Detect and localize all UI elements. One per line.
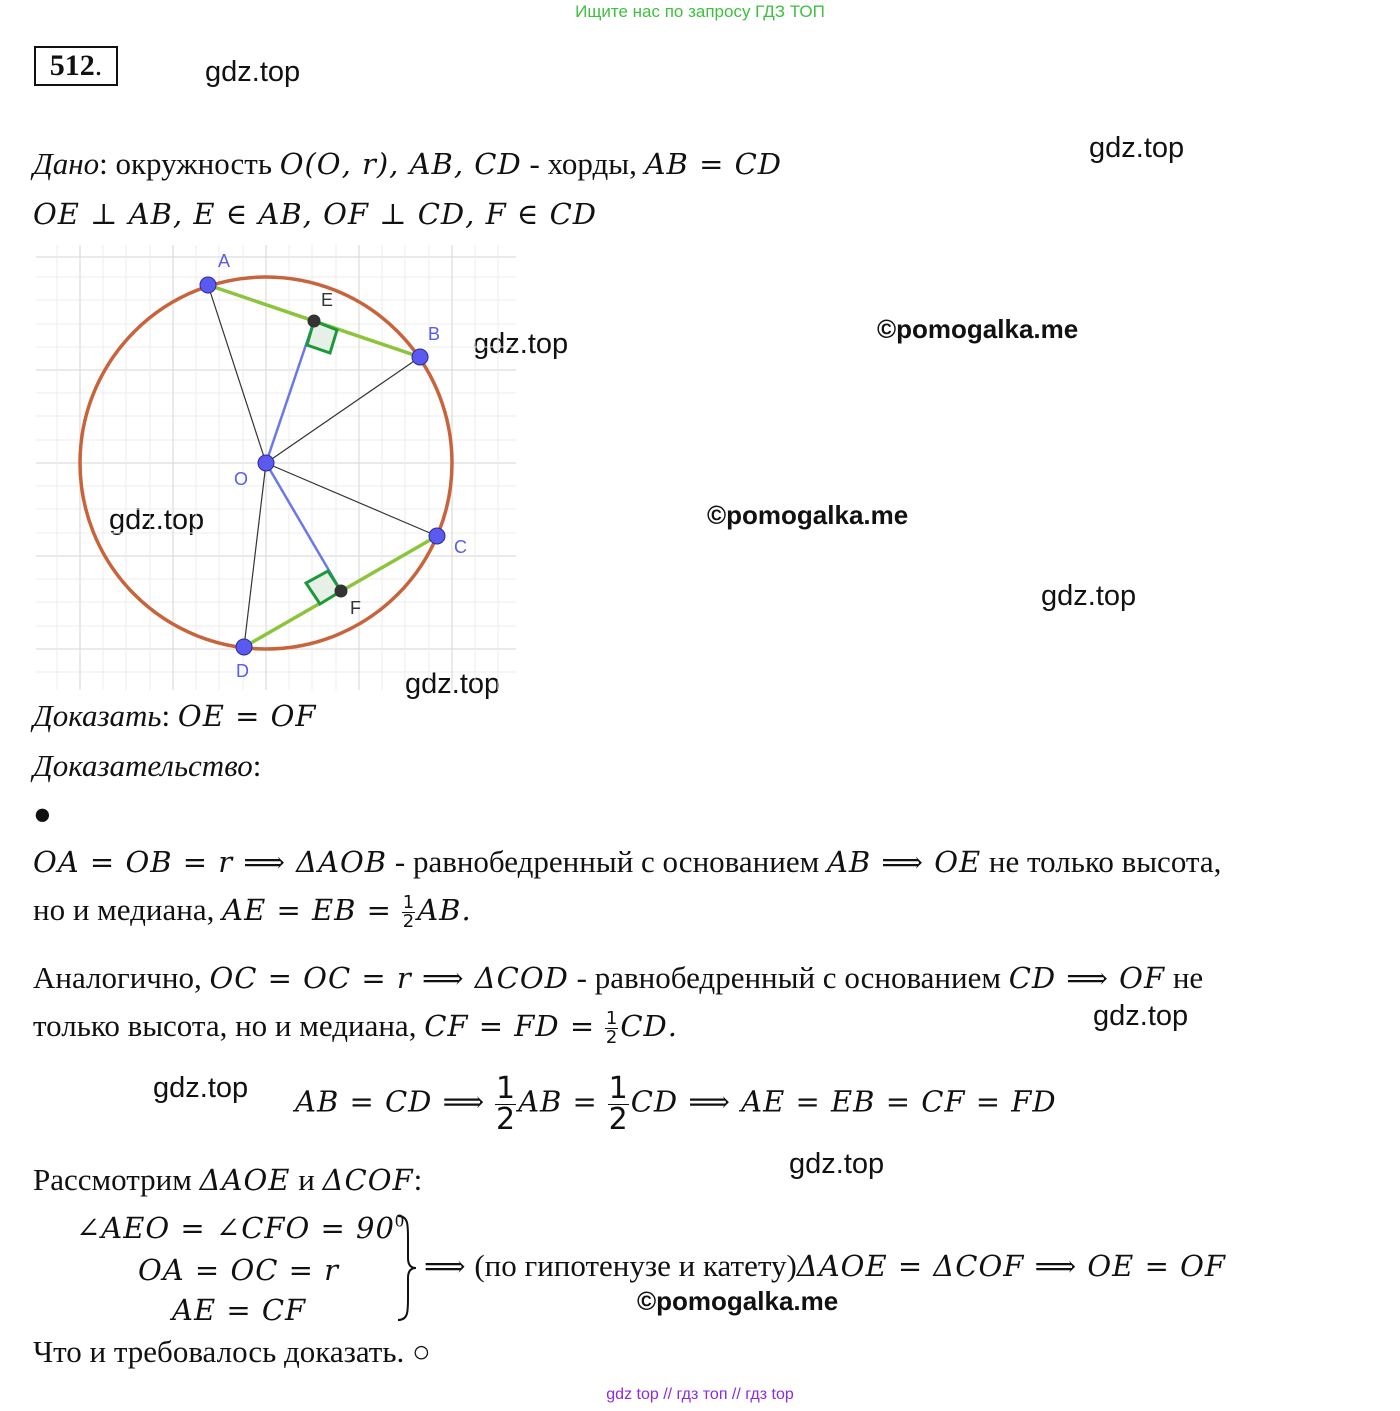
- degree-superscript: 0: [394, 1210, 404, 1231]
- given-text: окружность: [115, 146, 272, 181]
- system-math: 𝐴𝐸 = 𝐶𝐹: [172, 1293, 307, 1327]
- right-brace: [396, 1214, 418, 1322]
- segment-oc: [266, 463, 437, 536]
- proof-math: 𝐴𝐵 ⟹ 𝑂𝐸: [826, 845, 982, 879]
- equation-centered: [295, 1071, 1057, 1137]
- label-e: E: [321, 290, 334, 310]
- label-a: A: [218, 251, 231, 271]
- footer-links[interactable]: gdz top // гдз топ // гдз top: [606, 1386, 794, 1403]
- top-banner: Ищите нас по запросу ГДЗ ТОП: [575, 2, 825, 21]
- segment-od: [244, 463, 266, 647]
- watermark-gdz: gdz.top: [153, 1072, 249, 1104]
- watermark-gdz: gdz.top: [1089, 132, 1185, 164]
- equation-part: 𝐴𝐵 =: [518, 1084, 598, 1119]
- fraction-denominator: 2: [605, 1027, 618, 1049]
- proof-text: только высота, но и медиана,: [33, 1008, 417, 1043]
- consider-math: Δ𝐶𝑂𝐹: [322, 1163, 414, 1197]
- system-line-1: [76, 1210, 404, 1246]
- task-number: [34, 46, 118, 86]
- watermark-gdz: gdz.top: [205, 56, 301, 88]
- conclusion-math: Δ𝐴𝑂𝐸 = Δ𝐶𝑂𝐹 ⟹ 𝑂𝐸 = 𝑂𝐹: [796, 1249, 1226, 1283]
- fraction-denominator: 2: [608, 1102, 628, 1137]
- given-text: - хорды,: [529, 146, 637, 181]
- proof-line-1: [33, 844, 1221, 880]
- proof-line-2: [33, 892, 472, 931]
- watermark-pomogalka: ©pomogalka.me: [637, 1286, 839, 1316]
- consider-text: Рассмотрим: [33, 1162, 192, 1197]
- watermark-pomogalka: ©pomogalka.me: [707, 500, 909, 530]
- fraction-half: [402, 894, 415, 931]
- label-d: D: [236, 661, 249, 681]
- proof-math: 𝐶𝐷 ⟹ 𝑂𝐹: [1008, 961, 1166, 995]
- point-c: [429, 528, 445, 544]
- label-c: C: [454, 537, 467, 557]
- segment-oa: [208, 285, 266, 463]
- proof-line-4: [33, 1008, 678, 1047]
- fraction-half: [495, 1071, 516, 1137]
- given-math: 𝐴𝐵 = 𝐶𝐷: [644, 147, 783, 181]
- system-line-3: [172, 1292, 306, 1328]
- given-math: 𝑂𝐸 ⊥ 𝐴𝐵, 𝐸 ∈ 𝐴𝐵, 𝑂𝐹 ⊥ 𝐶𝐷, 𝐹 ∈ 𝐶𝐷: [33, 197, 598, 231]
- point-d: [236, 639, 252, 655]
- point-b: [412, 349, 428, 365]
- given-math: 𝑂(𝑂, 𝑟), 𝐴𝐵, 𝐶𝐷: [279, 147, 522, 181]
- proof-text: не только высота,: [988, 844, 1222, 879]
- watermark-gdz: gdz.top: [789, 1148, 885, 1180]
- fraction-numerator: 1: [608, 1071, 628, 1106]
- fraction-half: [608, 1071, 629, 1137]
- watermark-gdz: gdz.top: [473, 328, 569, 360]
- point-f: [335, 585, 348, 598]
- prove-label: Доказать: [33, 698, 162, 733]
- label-b: B: [428, 324, 441, 344]
- equation-part: 𝐶𝐷 ⟹ 𝐴𝐸 = 𝐸𝐵 = 𝐶𝐹 = 𝐹𝐷: [630, 1084, 1057, 1119]
- proof-text: не: [1172, 960, 1204, 995]
- proof-math: 𝐶𝐹 = 𝐹𝐷 =: [424, 1009, 596, 1043]
- fraction-denominator: 2: [402, 911, 415, 933]
- brace-path: [398, 1216, 416, 1320]
- geometry-figure: [36, 245, 518, 690]
- consider-math: Δ𝐴𝑂𝐸: [199, 1163, 291, 1197]
- given-label: Дано: [33, 146, 100, 181]
- system-math: ∠𝐴𝐸𝑂 = ∠𝐶𝐹𝑂 = 90: [76, 1211, 395, 1245]
- given-line-1: Дано: окружность 𝑂(𝑂, 𝑟), 𝐴𝐵, 𝐶𝐷 - хорды, 𝐴𝐵 = 𝐶𝐷: [33, 146, 783, 181]
- proof-bullet: ●: [33, 796, 52, 831]
- label-o: O: [234, 469, 249, 489]
- point-a: [200, 277, 216, 293]
- conclusion-arrow: ⟹: [424, 1249, 467, 1283]
- given-line-2: [33, 196, 597, 232]
- system-line-2: [138, 1252, 339, 1288]
- proof-label: Доказательство: [33, 748, 253, 783]
- point-e: [308, 315, 321, 328]
- fraction-numerator: 1: [402, 892, 415, 914]
- equation-part: 𝐴𝐵 = 𝐶𝐷 ⟹: [295, 1084, 486, 1119]
- proof-math: 𝐴𝐸 = 𝐸𝐵 =: [222, 893, 392, 927]
- fraction-denominator: 2: [495, 1102, 516, 1137]
- conclusion-text: (по гипотенузе и катету): [474, 1248, 797, 1283]
- fraction-half: [605, 1010, 618, 1047]
- proof-text: - равнобедренный с основанием: [576, 960, 1001, 995]
- fraction-numerator: 1: [495, 1071, 516, 1106]
- proof-math: 𝑂𝐴 = 𝑂𝐵 = 𝑟 ⟹ Δ𝐴𝑂𝐵: [33, 845, 388, 879]
- point-o: [258, 455, 274, 471]
- task-number-value: 512: [49, 49, 95, 82]
- consider-colon: :: [413, 1162, 423, 1197]
- watermark-pomogalka: ©pomogalka.me: [877, 314, 1079, 344]
- prove-math: 𝑂𝐸 = 𝑂𝐹: [177, 699, 317, 733]
- watermark-gdz: gdz.top: [405, 668, 501, 700]
- task-number-dot: .: [94, 49, 103, 82]
- proof-math: 𝑂𝐶 = 𝑂𝐶 = 𝑟 ⟹ Δ𝐶𝑂𝐷: [209, 961, 569, 995]
- consider-text: и: [298, 1162, 315, 1197]
- system-math: 𝑂𝐴 = 𝑂𝐶 = 𝑟: [138, 1253, 340, 1287]
- watermark-gdz: gdz.top: [1093, 1000, 1189, 1032]
- consider-line: [33, 1162, 422, 1198]
- prove-line: Доказать: 𝑂𝐸 = 𝑂𝐹: [33, 698, 317, 733]
- conclusion-line: [424, 1248, 1226, 1284]
- qed-line: Что и требовалось доказать. ○: [33, 1334, 431, 1369]
- label-f: F: [350, 598, 361, 618]
- proof-heading: Доказательство:: [33, 748, 262, 783]
- watermark-gdz: gdz.top: [1041, 580, 1137, 612]
- proof-line-3: [33, 960, 1203, 996]
- proof-text: Аналогично,: [33, 960, 202, 995]
- fraction-numerator: 1: [605, 1008, 618, 1030]
- watermark-gdz: gdz.top: [109, 504, 205, 536]
- proof-text: но и медиана,: [33, 892, 215, 927]
- proof-math: 𝐶𝐷.: [620, 1009, 679, 1043]
- proof-text: - равнобедренный с основанием: [394, 844, 820, 879]
- proof-math: 𝐴𝐵.: [417, 893, 472, 927]
